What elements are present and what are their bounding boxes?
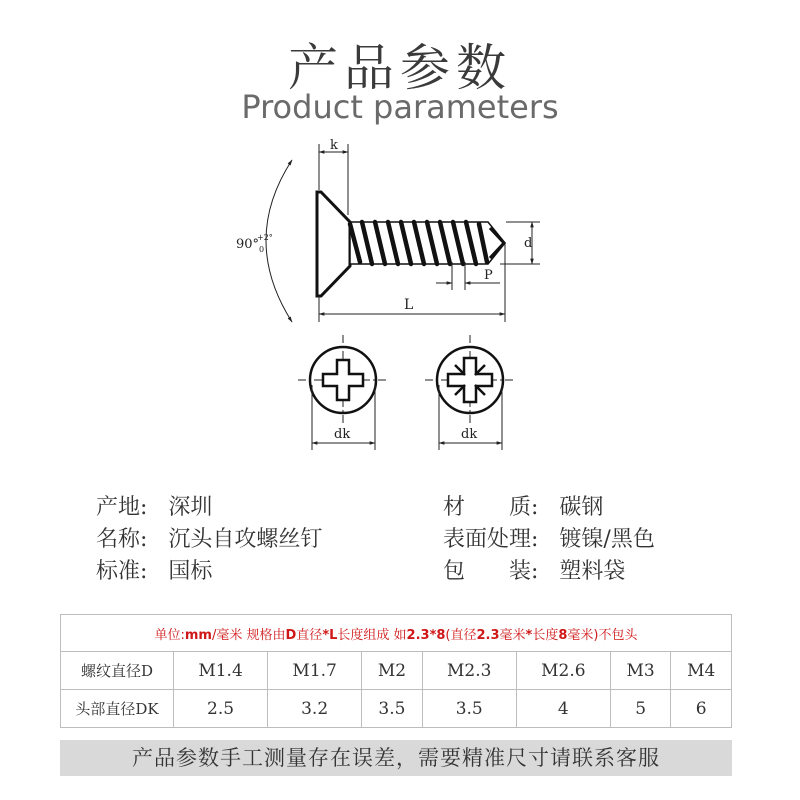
screw-shank: [350, 222, 505, 264]
spec-name: [96, 522, 322, 553]
spec-surface-label: 表面处理:: [443, 527, 539, 552]
spec-name-label: 名称:: [96, 527, 148, 552]
row-header-thread-diameter: 螺纹直径D: [61, 652, 174, 690]
spec-standard-value: 国标: [168, 559, 213, 584]
spec-origin-label: 产地:: [96, 495, 148, 520]
dk-label-right: dk: [461, 427, 478, 442]
table-cell: 4: [516, 690, 610, 728]
table-cell: M3: [610, 652, 671, 690]
angle-label: 90°: [236, 237, 260, 252]
table-cell: M2.6: [516, 652, 610, 690]
table-cell: M2.3: [422, 652, 516, 690]
size-table: [60, 614, 732, 728]
table-cell: 3.5: [362, 690, 423, 728]
dk-label-left: dk: [334, 427, 351, 442]
spec-package-value: 塑料袋: [559, 559, 626, 584]
l-label: L: [404, 297, 414, 313]
table-cell: M4: [671, 652, 732, 690]
spec-name-value: 沉头自攻螺丝钉: [168, 527, 323, 552]
spec-surface-value: 镀镍/黑色: [559, 527, 655, 552]
table-cell: 5: [610, 690, 671, 728]
spec-origin-value: 深圳: [168, 495, 213, 520]
table-row: [61, 652, 732, 690]
angle-tol-minus: 0: [259, 245, 265, 254]
spec-standard-label: 标准:: [96, 559, 148, 584]
table-cell: 2.5: [174, 690, 268, 728]
unit-note: 单位:mm/毫米 规格由D直径*L长度组成 如2.3*8(直径2.3毫米*长度8毫米)不包头: [61, 615, 732, 652]
spec-package: [443, 554, 625, 585]
screw-head: [317, 192, 350, 296]
d-label: d: [524, 236, 533, 251]
head-view-pozidriv: [425, 335, 515, 450]
table-cell: 6: [671, 690, 732, 728]
p-dimension: [436, 262, 500, 290]
p-label: P: [484, 268, 493, 283]
table-cell: M1.4: [174, 652, 268, 690]
table-cell: M1.7: [268, 652, 362, 690]
spec-origin: [96, 490, 212, 521]
k-label: k: [330, 138, 338, 153]
spec-package-label: 包 装:: [443, 559, 539, 584]
row-header-head-diameter: 头部直径DK: [61, 690, 174, 728]
angle-dimension: [236, 160, 292, 322]
table-cell: 3.5: [422, 690, 516, 728]
table-cell: 3.2: [268, 690, 362, 728]
spec-material-value: 碳钢: [559, 495, 604, 520]
footer-note: 产品参数手工测量存在误差，需要精准尺寸请联系客服: [60, 740, 732, 776]
spec-material-label: 材 质:: [443, 495, 539, 520]
spec-surface: [443, 522, 655, 553]
head-view-phillips: [298, 335, 388, 450]
angle-tol-plus: +2°: [257, 233, 273, 242]
spec-standard: [96, 554, 212, 585]
page-subtitle: Product parameters: [241, 88, 559, 126]
table-row: [61, 690, 732, 728]
page-title: 产品参数: [288, 39, 512, 97]
spec-material: [443, 490, 603, 521]
table-cell: M2: [362, 652, 423, 690]
